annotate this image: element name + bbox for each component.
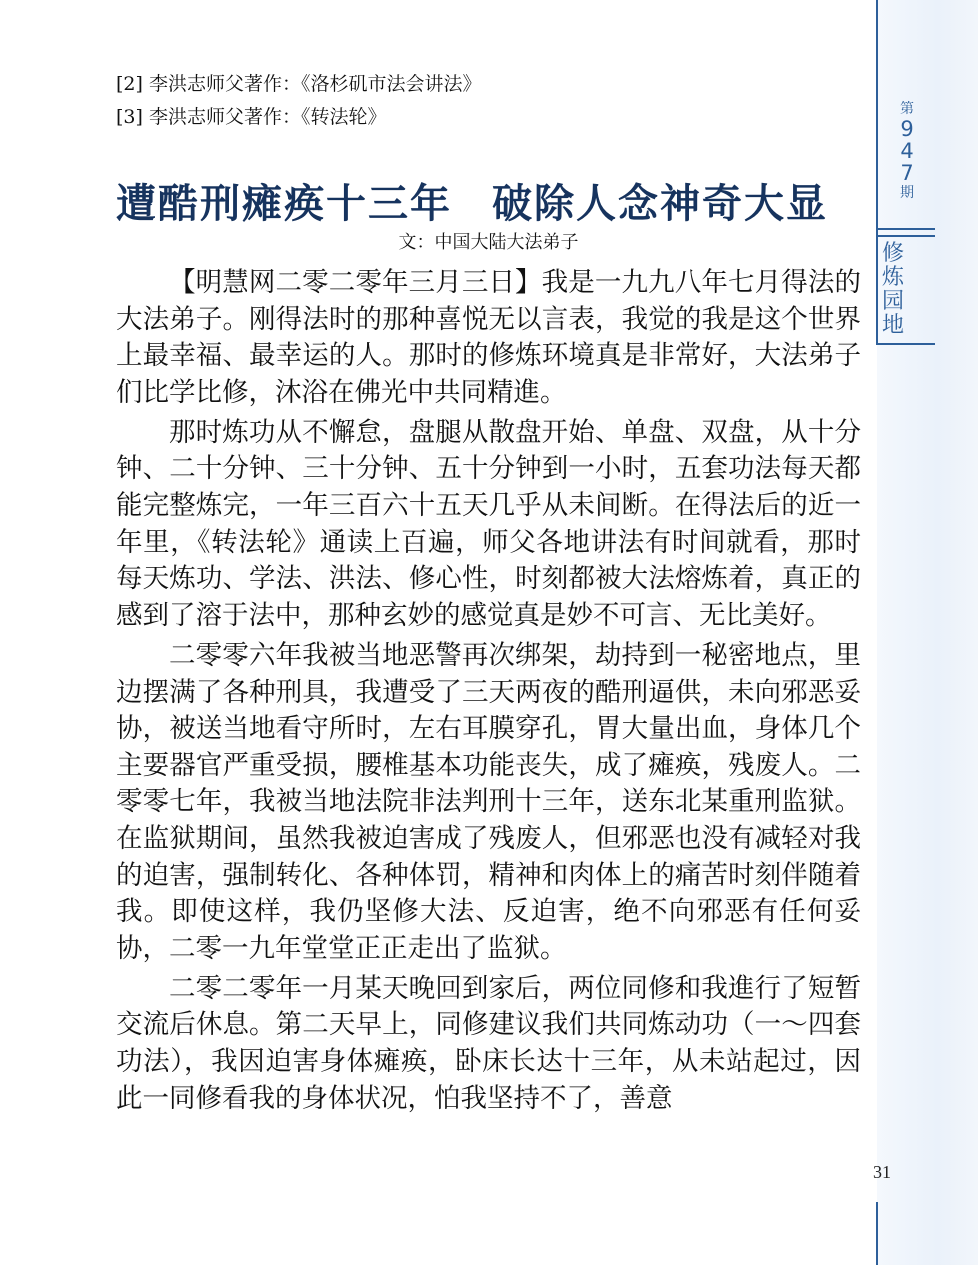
byline: 文：中国大陆大法弟子 (398, 232, 579, 253)
sidebar-rule-bottom (876, 1202, 878, 1265)
reference-item: [3] 李洪志师父著作：《转法轮》 (116, 106, 387, 128)
issue-rule (878, 228, 935, 230)
section-char: 炼 (881, 265, 904, 290)
article-title-part1: 遭酷刑瘫痪十三年 (116, 181, 452, 227)
article-title (116, 174, 861, 234)
paragraph: 【明慧网二零二零年三月三日】我是一九九八年七月得法的大法弟子。刚得法时的那种喜悦无以言表，我觉的我是这个世界上最幸福、最幸运的人。那时的修炼环境真是非常好，大法弟子们比学比修，沐浴在佛光中共同精進。 (116, 267, 861, 408)
references (116, 68, 481, 134)
issue-rule (878, 235, 935, 237)
paragraph: 那时炼功从不懈怠，盘腿从散盘开始、单盘、双盘，从十分钟、二十分钟、三十分钟、五十分钟到一小时，五套功法每天都能完整炼完，一年三百六十五天几乎从未间断。在得法后的近一年里，《转法轮》通读上百遍，师父各地讲法有时间就看，那时每天炼功、学法、洪法、修心性，时刻都被大法熔炼着，真正的感到了溶于法中，那种玄妙的感觉真是妙不可言、无比美好。 (116, 416, 861, 631)
issue-digit: 9 (900, 117, 914, 141)
section-char: 修 (881, 241, 904, 266)
reference-item: [2] 李洪志师父著作：《洛杉矶市法会讲法》 (116, 73, 482, 95)
paragraph: 二零零六年我被当地恶警再次绑架，劫持到一秘密地点，里边摆满了各种刑具，我遭受了三天两夜的酷刑逼供，未向邪恶妥协，被送当地看守所时，左右耳膜穿孔，胃大量出血，身体几个主要器官严重受损，腰椎基本功能丧失，成了瘫痪，残废人。二零零七年，我被当地法院非法判刑十三年，送东北某重刑监狱。在监狱期间，虽然我被迫害成了残废人，但邪恶也没有减轻对我的迫害，强制转化、各种体罚，精神和肉体上的痛苦时刻伴随着我。即使这样，我仍坚修大法、反迫害，绝不向邪恶有任何妥协，二零一九年堂堂正正走出了监狱。 (116, 639, 861, 964)
issue-suffix: 期 (900, 185, 914, 201)
issue-digit: 4 (900, 139, 914, 163)
section-name (878, 242, 908, 338)
issue-number (878, 100, 936, 202)
article-body (116, 265, 861, 1117)
section-rule (878, 343, 935, 345)
section-char: 地 (881, 313, 904, 338)
issue-prefix: 第 (900, 101, 914, 117)
article-title-part2: 破除人念神奇大显 (492, 181, 828, 227)
issue-digit: 7 (900, 161, 914, 185)
section-char: 园 (881, 289, 904, 314)
page-number: 31 (873, 1162, 891, 1182)
paragraph: 二零二零年一月某天晚回到家后，两位同修和我進行了短暂交流后休息。第二天早上，同修建议我们共同炼动功（一～四套功法），我因迫害身体瘫痪，卧床长达十三年，从未站起过，因此一同修看我的身体状况，怕我坚持不了，善意 (116, 972, 861, 1114)
